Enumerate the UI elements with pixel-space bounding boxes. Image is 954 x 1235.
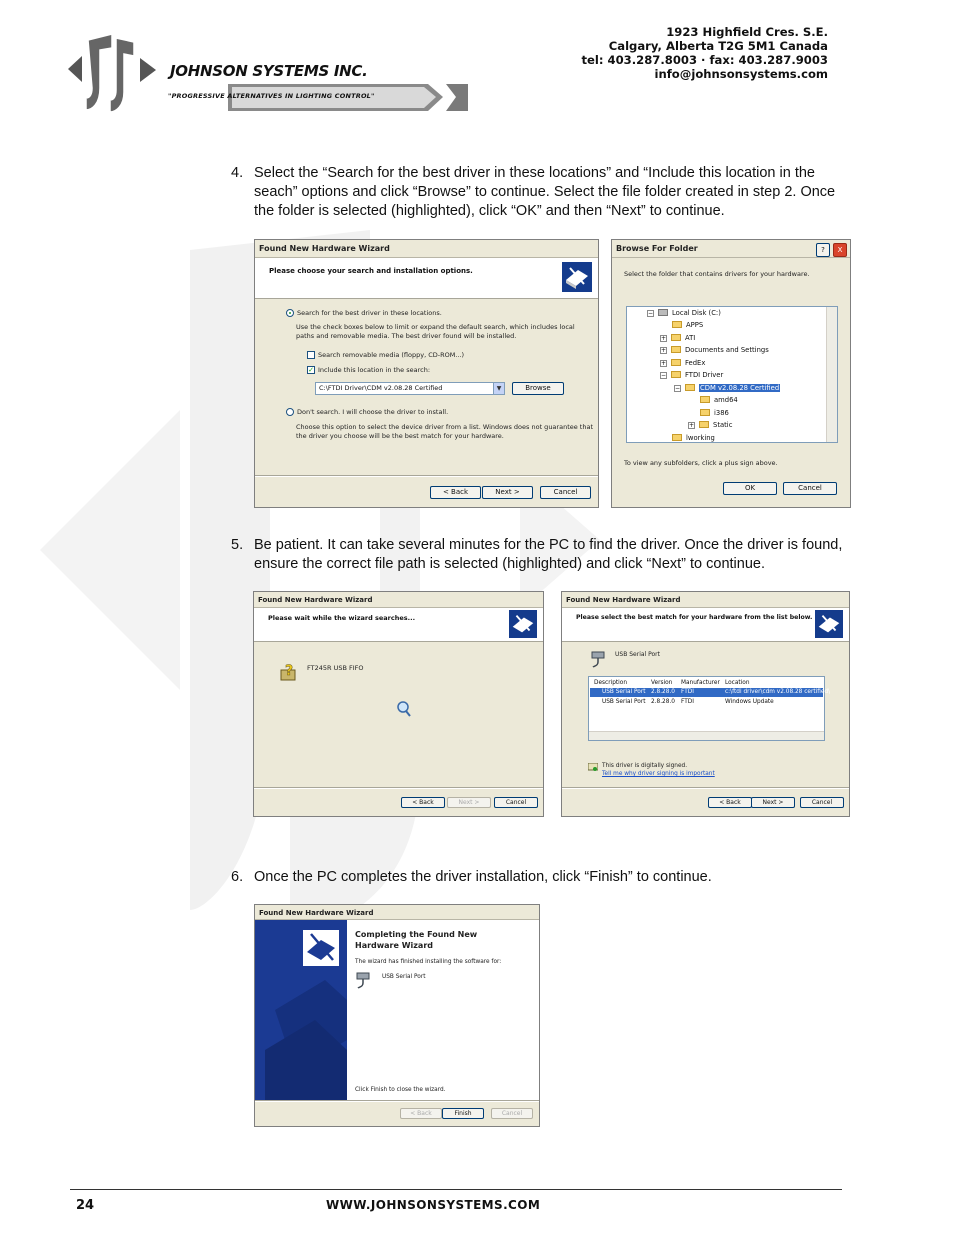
contact-block: [581, 25, 828, 81]
completion-heading-1: Completing the Found New: [355, 930, 478, 939]
tree-item[interactable]: + Static: [689, 421, 733, 429]
dialog-title: Found New Hardware Wizard: [254, 592, 543, 608]
table-cell: USB Serial Port: [602, 689, 646, 695]
hardware-wizard-icon: [509, 610, 537, 638]
dont-search-desc-2: the driver you choose will be the best match for your hardware.: [296, 432, 504, 440]
column-header[interactable]: Description: [594, 680, 628, 686]
website-link[interactable]: WWW.JOHNSONSYSTEMS.COM: [326, 1198, 541, 1212]
chevron-down-icon[interactable]: ▼: [493, 383, 504, 394]
completion-heading-2: Hardware Wizard: [355, 941, 434, 950]
column-header[interactable]: Version: [651, 680, 673, 686]
folder-icon: [699, 421, 709, 428]
folder-icon: [700, 409, 710, 416]
driver-signing-link[interactable]: Tell me why driver signing is important: [602, 771, 715, 777]
driver-list[interactable]: [588, 676, 831, 741]
phone-line: tel: 403.287.8003 · fax: 403.287.9003: [581, 53, 828, 67]
page-number: 24: [76, 1198, 95, 1213]
step-number: 4.: [231, 165, 244, 181]
folder-icon: [672, 321, 682, 328]
dialog-title: Found New Hardware Wizard: [255, 240, 598, 258]
svg-text:?: ?: [285, 663, 294, 679]
search-desc-line-2: paths and removable media. The best driver found will be installed.: [296, 332, 517, 340]
folder-icon: [700, 396, 710, 403]
signed-text: This driver is digitally signed.: [602, 763, 688, 769]
table-cell: FTDI: [681, 699, 694, 705]
dialog-search-options: [254, 239, 599, 508]
header-text: Please select the best match for your hardware from the list below.: [576, 614, 813, 621]
close-hint: Click Finish to close the wizard.: [355, 1087, 446, 1093]
wizard-side-panel: [255, 920, 347, 1100]
dont-search-label: Don't search. I will choose the driver to install.: [297, 408, 449, 416]
step-text: Be patient. It can take several minutes for the PC to find the driver. Once the driver is found, ensure the correct file path is selected (highlighted) and click “Next” to continue.: [254, 537, 843, 572]
device-name: USB Serial Port: [615, 651, 661, 658]
folder-icon: [671, 359, 681, 366]
dialog-wizard-searching: [253, 591, 544, 817]
footer-divider: [70, 1189, 842, 1190]
folder-icon: [671, 334, 681, 341]
finish-button[interactable]: Finish: [442, 1108, 484, 1119]
company-name: JOHNSON SYSTEMS INC.: [170, 62, 368, 80]
divider: [255, 475, 598, 477]
cancel-button[interactable]: Cancel: [800, 797, 844, 808]
removable-media-checkbox[interactable]: [307, 351, 315, 359]
expand-icon[interactable]: +: [661, 347, 667, 354]
dialog-wizard-complete: [254, 904, 540, 1127]
dialog-browse-folder: [611, 239, 851, 508]
back-button[interactable]: < Back: [401, 797, 445, 808]
divider: [562, 787, 849, 789]
dialog-title: Found New Hardware Wizard: [255, 905, 539, 920]
back-button[interactable]: < Back: [708, 797, 752, 808]
tree-item[interactable]: + ATI: [661, 334, 696, 342]
browse-button[interactable]: Browse: [512, 382, 564, 395]
dialog-select-driver: [561, 591, 850, 817]
collapse-icon[interactable]: −: [661, 372, 667, 379]
table-cell[interactable]: USB Serial Port: [602, 699, 646, 705]
divider: [255, 1100, 539, 1102]
tree-item[interactable]: amd64: [700, 395, 738, 405]
wizard-panel-art: [255, 920, 347, 1100]
next-button[interactable]: Next >: [447, 797, 491, 808]
dialog-header: [562, 608, 849, 642]
collapse-icon[interactable]: −: [648, 310, 654, 317]
device-name: FT245R USB FIFO: [307, 664, 364, 672]
search-desc-line-1: Use the check boxes below to limit or expand the default search, which includes local: [296, 323, 575, 331]
tree-item[interactable]: + Documents and Settings: [661, 346, 769, 354]
company-tagline: "PROGRESSIVE ALTERNATIVES IN LIGHTING CONTROL": [168, 92, 375, 100]
header-text: Please wait while the wizard searches...: [268, 614, 416, 622]
column-header[interactable]: Location: [725, 680, 750, 686]
header-text: Please choose your search and installation options.: [269, 267, 473, 275]
address-line-1: 1923 Highfield Cres. S.E.: [666, 25, 828, 39]
step-text: Select the “Search for the best driver in these locations” and “Include this location in the seach” options and click “Browse” to continue. Select the file folder created in step 2. Once the folder is selected (highlighted), click “OK” and then “Next” to continue.: [254, 165, 836, 219]
address-line-2: Calgary, Alberta T2G 5M1 Canada: [608, 39, 828, 53]
device-name: USB Serial Port: [382, 974, 426, 980]
tree-item-selected[interactable]: − CDM v2.08.28 Certified: [675, 384, 780, 392]
expand-icon[interactable]: +: [689, 422, 695, 429]
expand-icon[interactable]: +: [661, 335, 667, 342]
folder-tree[interactable]: [626, 306, 838, 443]
table-cell: c:\ftdi driver\cdm v2.08.28 certified\: [725, 689, 831, 695]
dialog-title: Browse For Folder: [612, 240, 850, 258]
cancel-button[interactable]: Cancel: [491, 1108, 533, 1119]
drive-icon: [658, 309, 668, 316]
horizontal-scrollbar[interactable]: [589, 731, 824, 740]
next-button[interactable]: Next >: [751, 797, 795, 808]
hardware-wizard-icon: [562, 262, 592, 292]
table-cell: 2.8.28.0: [651, 689, 675, 695]
dont-search-radio[interactable]: [286, 408, 294, 416]
search-locations-radio[interactable]: [286, 309, 294, 317]
include-location-label: Include this location in the search:: [318, 366, 431, 374]
dialog-header: [255, 258, 598, 299]
tree-item[interactable]: − Local Disk (C:): [648, 309, 721, 317]
folder-icon: [671, 346, 681, 353]
hardware-wizard-icon: [815, 610, 843, 638]
table-cell: FTDI: [681, 689, 694, 695]
step-number: 6.: [231, 869, 244, 885]
include-location-checkbox[interactable]: ✓: [308, 366, 314, 374]
tree-item[interactable]: i386: [700, 408, 729, 418]
cancel-button[interactable]: Cancel: [540, 486, 591, 499]
tree-item[interactable]: lworking: [672, 433, 715, 443]
completion-line: The wizard has finished installing the software for:: [355, 959, 502, 965]
dialog-header: [254, 608, 543, 642]
unknown-device-icon: [280, 662, 298, 682]
logo-mark-icon: [68, 26, 163, 112]
browse-prompt: Select the folder that contains drivers for your hardware.: [624, 270, 810, 278]
usb-plug-icon: [355, 971, 371, 989]
folder-icon: [671, 371, 681, 378]
tree-item[interactable]: − FTDI Driver: [661, 371, 724, 379]
back-button[interactable]: < Back: [430, 486, 481, 499]
tree-item[interactable]: APPS: [672, 320, 703, 330]
collapse-icon[interactable]: −: [675, 385, 681, 392]
divider: [254, 787, 543, 789]
dont-search-desc-1: Choose this option to select the device driver from a list. Windows does not guarantee that: [296, 423, 594, 431]
step-number: 5.: [231, 537, 244, 553]
column-header[interactable]: Manufacturer: [681, 680, 720, 686]
location-path-combo[interactable]: [315, 382, 505, 395]
close-button[interactable]: X: [833, 243, 847, 257]
table-cell: Windows Update: [725, 699, 774, 705]
help-button[interactable]: ?: [816, 243, 830, 257]
ok-button[interactable]: OK: [723, 482, 777, 495]
removable-media-label: Search removable media (floppy, CD-ROM...): [318, 351, 465, 359]
tree-item[interactable]: + FedEx: [661, 359, 706, 367]
search-icon: [396, 700, 412, 718]
tree-scrollbar[interactable]: [826, 307, 837, 442]
next-button[interactable]: Next >: [482, 486, 533, 499]
step-text: Once the PC completes the driver installation, click “Finish” to continue.: [254, 869, 712, 885]
browse-hint: To view any subfolders, click a plus sign above.: [624, 459, 778, 467]
certificate-icon: [588, 763, 598, 772]
usb-plug-icon: [590, 650, 606, 668]
email-link[interactable]: info@johnsonsystems.com: [654, 67, 828, 81]
table-cell: 2.8.28.0: [651, 699, 675, 705]
folder-icon: [685, 384, 695, 391]
search-locations-label: Search for the best driver in these locations.: [297, 309, 442, 317]
location-path-value: C:\FTDI Driver\CDM v2.08.28 Certified: [319, 384, 443, 392]
cancel-button[interactable]: Cancel: [783, 482, 837, 495]
back-button[interactable]: < Back: [400, 1108, 442, 1119]
folder-icon: [672, 434, 682, 441]
cancel-button[interactable]: Cancel: [494, 797, 538, 808]
dialog-title: Found New Hardware Wizard: [562, 592, 849, 608]
expand-icon[interactable]: +: [661, 360, 667, 367]
